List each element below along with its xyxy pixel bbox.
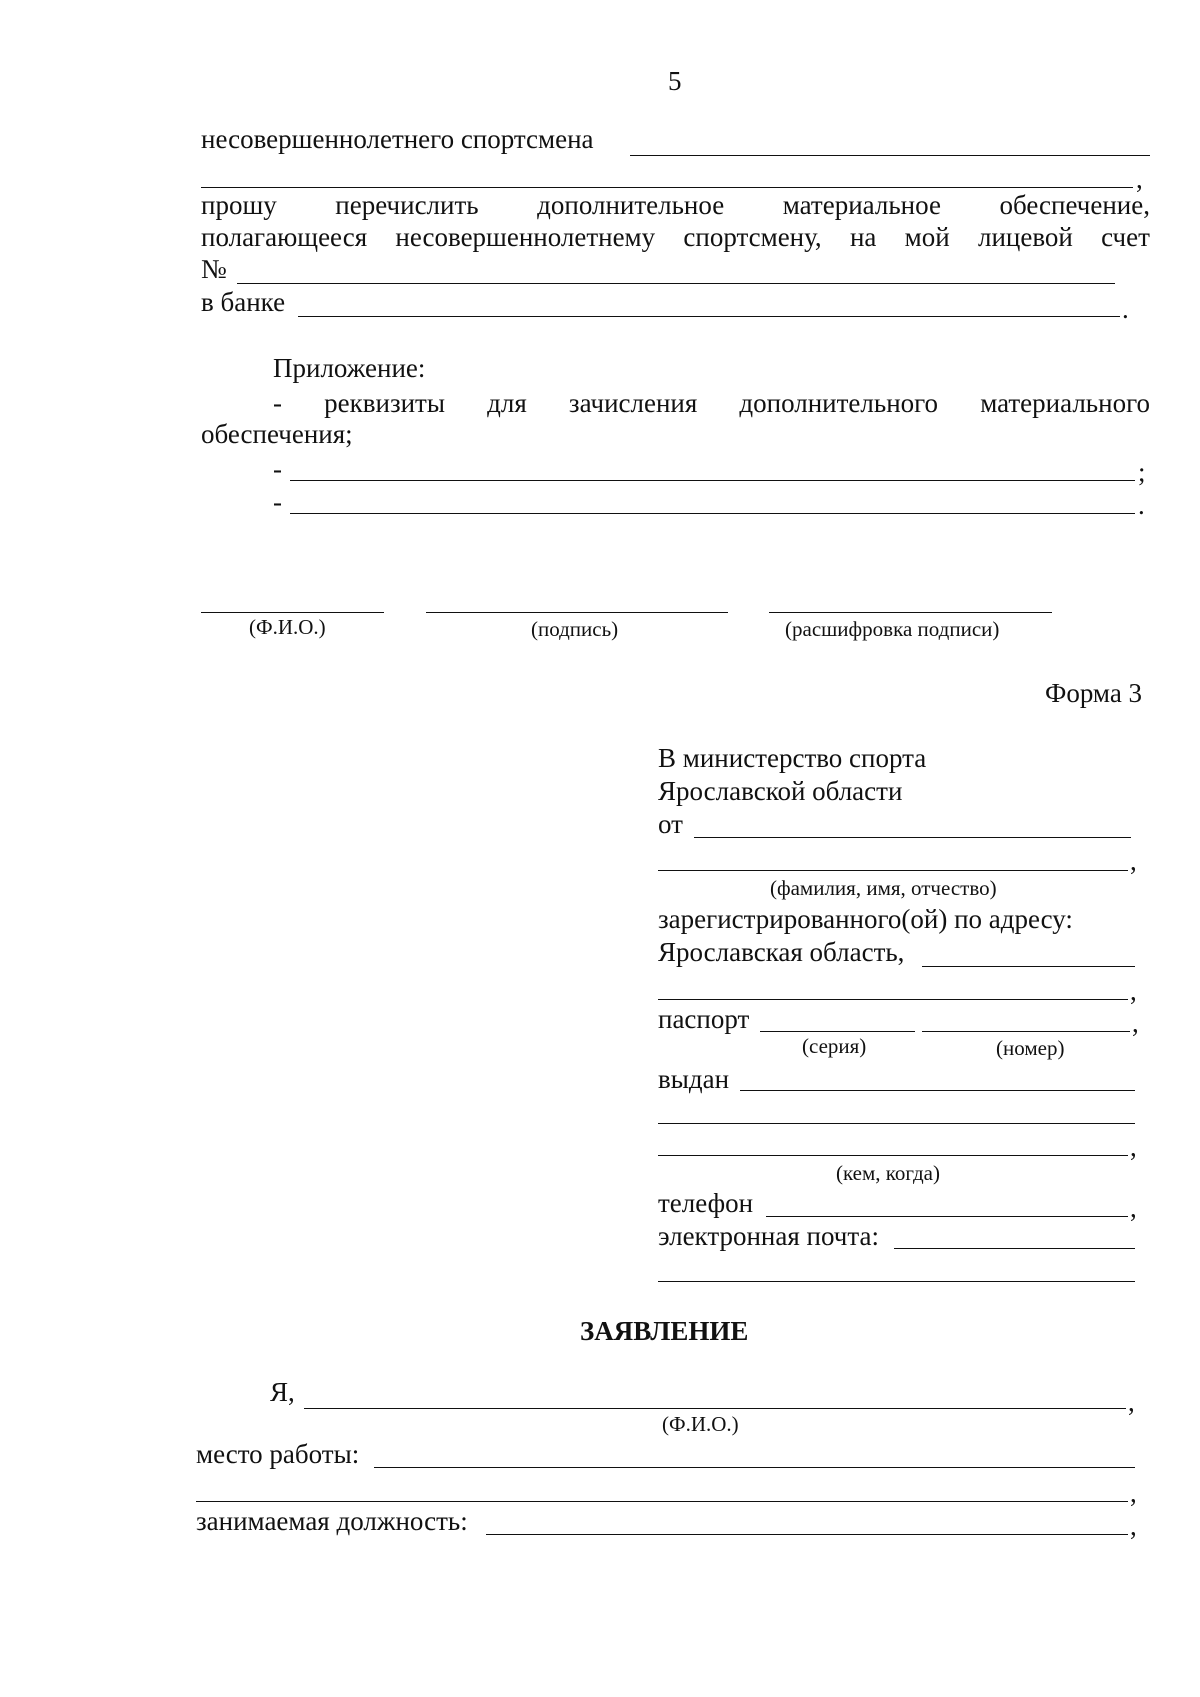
position-field[interactable] bbox=[486, 1534, 1128, 1535]
issued-by-field-line2[interactable] bbox=[658, 1123, 1135, 1124]
applicant-fio-field[interactable] bbox=[304, 1408, 1126, 1409]
dash-mark: - bbox=[273, 487, 282, 517]
attachment-item-1-end: обеспечения; bbox=[201, 419, 353, 449]
issued-by-field-line3[interactable] bbox=[658, 1155, 1128, 1156]
email-field[interactable] bbox=[894, 1248, 1135, 1249]
attachment-item-1: - реквизиты для зачисления дополнительного материального bbox=[273, 388, 1150, 418]
passport-series-field[interactable] bbox=[760, 1031, 915, 1032]
from-label: от bbox=[658, 809, 683, 839]
fio-caption: (Ф.И.О.) bbox=[249, 615, 326, 639]
comma-mark: , bbox=[1130, 846, 1137, 876]
signature-decoding-field[interactable] bbox=[769, 612, 1052, 613]
form-label: Форма 3 bbox=[1045, 678, 1143, 708]
passport-label: паспорт bbox=[658, 1004, 750, 1034]
email-field-line2[interactable] bbox=[658, 1281, 1135, 1282]
comma-mark: , bbox=[1130, 1478, 1137, 1508]
statement-title: ЗАЯВЛЕНИЕ bbox=[580, 1316, 749, 1346]
workplace-field[interactable] bbox=[374, 1467, 1135, 1468]
dash-mark: - bbox=[273, 454, 282, 484]
name-caption: (фамилия, имя, отчество) bbox=[770, 876, 997, 900]
address-field-line2[interactable] bbox=[658, 999, 1128, 1000]
page-number: 5 bbox=[668, 66, 682, 96]
bank-field[interactable] bbox=[298, 316, 1120, 317]
issued-by-field[interactable] bbox=[740, 1090, 1135, 1091]
applicant-name-field[interactable] bbox=[694, 837, 1131, 838]
period-mark: . bbox=[1138, 490, 1145, 520]
region-label: Ярославская область, bbox=[658, 937, 905, 967]
comma-mark: , bbox=[1130, 1193, 1137, 1223]
i-label: Я, bbox=[270, 1377, 295, 1407]
comma-mark: , bbox=[1130, 1132, 1137, 1162]
period-mark: . bbox=[1122, 294, 1129, 324]
position-label: занимаемая должность: bbox=[196, 1506, 468, 1536]
comma-mark: , bbox=[1128, 1387, 1135, 1417]
minor-athlete-label: несовершеннолетнего спортсмена bbox=[201, 124, 594, 154]
passport-number-field[interactable] bbox=[922, 1031, 1130, 1032]
comma-mark: , bbox=[1132, 1008, 1139, 1038]
registered-address-label: зарегистрированного(ой) по адресу: bbox=[658, 904, 1073, 934]
comma-mark: , bbox=[1130, 1511, 1137, 1541]
signature-field[interactable] bbox=[426, 612, 728, 613]
athlete-name-field[interactable] bbox=[630, 155, 1150, 156]
number-caption: (номер) bbox=[996, 1036, 1065, 1060]
fio-signature-field[interactable] bbox=[201, 612, 384, 613]
comma-mark: , bbox=[1130, 976, 1137, 1006]
attachment-title: Приложение: bbox=[273, 353, 426, 383]
fio-caption-2: (Ф.И.О.) bbox=[662, 1412, 739, 1436]
account-number-label: № bbox=[201, 254, 227, 284]
signature-decoding-caption: (расшифровка подписи) bbox=[785, 617, 1000, 641]
account-number-field[interactable] bbox=[237, 283, 1115, 284]
email-label: электронная почта: bbox=[658, 1221, 879, 1251]
addressee-line-1: В министерство спорта bbox=[658, 743, 927, 773]
bank-label: в банке bbox=[201, 287, 286, 317]
address-field[interactable] bbox=[922, 966, 1135, 967]
semicolon-mark: ; bbox=[1138, 457, 1146, 487]
workplace-field-line2[interactable] bbox=[196, 1501, 1128, 1502]
addressee-line-2: Ярославской области bbox=[658, 776, 903, 806]
signature-caption: (подпись) bbox=[531, 617, 619, 641]
comma-mark: , bbox=[1136, 164, 1143, 194]
phone-label: телефон bbox=[658, 1188, 754, 1218]
series-caption: (серия) bbox=[802, 1034, 867, 1058]
issued-caption: (кем, когда) bbox=[836, 1161, 940, 1185]
workplace-label: место работы: bbox=[196, 1439, 360, 1469]
attachment-field-2[interactable] bbox=[290, 480, 1135, 481]
request-sentence-line1: прошу перечислить дополнительное материальное обеспечение, bbox=[201, 190, 1150, 220]
attachment-field-3[interactable] bbox=[290, 513, 1135, 514]
athlete-name-field-line2[interactable] bbox=[201, 187, 1133, 188]
request-sentence-line2: полагающееся несовершеннолетнему спортсмену, на мой лицевой счет bbox=[201, 222, 1150, 252]
applicant-name-field-line2[interactable] bbox=[658, 870, 1128, 871]
issued-label: выдан bbox=[658, 1064, 730, 1094]
phone-field[interactable] bbox=[766, 1216, 1128, 1217]
